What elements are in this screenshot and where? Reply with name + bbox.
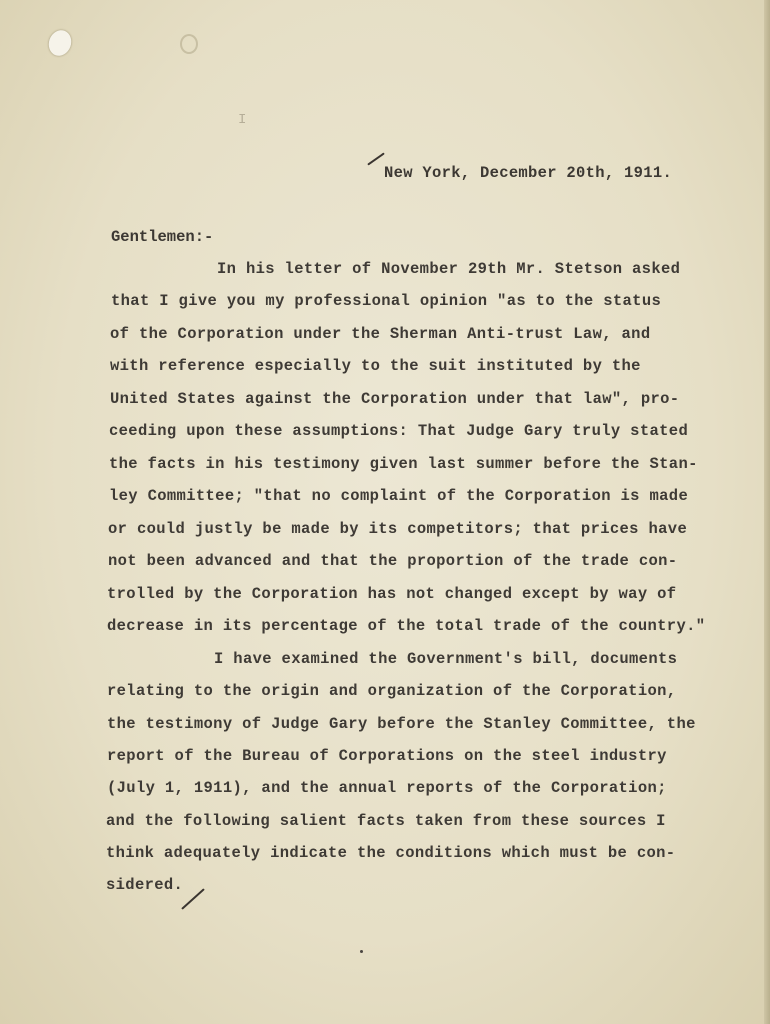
body-line: United States against the Corporation under that law", pro- [110, 390, 680, 408]
body-line: relating to the origin and organization of the Corporation, [107, 682, 677, 700]
letter-date: New York, December 20th, 1911. [384, 164, 673, 182]
body-line: not been advanced and that the proportion of the trade con- [108, 552, 678, 570]
body-line: that I give you my professional opinion "as to the status [111, 292, 662, 310]
body-line: trolled by the Corporation has not changed except by way of [107, 585, 677, 603]
salutation: Gentlemen:- [111, 228, 214, 246]
body-line: In his letter of November 29th Mr. Stetson asked [217, 260, 681, 278]
punch-hole [45, 27, 75, 59]
body-line: report of the Bureau of Corporations on the steel industry [107, 747, 667, 765]
body-line: and the following salient facts taken from these sources I [106, 812, 666, 830]
faint-pencil-mark: I [238, 112, 247, 128]
paper-edge [764, 0, 770, 1024]
ink-dot [360, 950, 363, 953]
punch-mark [180, 34, 198, 54]
body-line: ceeding upon these assumptions: That Judge Gary truly stated [109, 422, 689, 440]
body-line: sidered. [106, 876, 184, 894]
body-line: I have examined the Government's bill, documents [214, 650, 678, 668]
body-line: think adequately indicate the conditions which must be con- [106, 844, 676, 862]
check-mark [367, 152, 385, 165]
body-line: or could justly be made by its competitors; that prices have [108, 520, 688, 538]
check-mark [181, 888, 205, 910]
body-line: with reference especially to the suit instituted by the [110, 357, 641, 375]
body-line: decrease in its percentage of the total trade of the country." [107, 617, 706, 635]
body-line: ley Committee; "that no complaint of the Corporation is made [109, 487, 689, 505]
body-line: the facts in his testimony given last summer before the Stan- [109, 455, 698, 473]
body-line: of the Corporation under the Sherman Anti-trust Law, and [110, 325, 651, 343]
body-line: the testimony of Judge Gary before the Stanley Committee, the [107, 715, 696, 733]
body-line: (July 1, 1911), and the annual reports of the Corporation; [107, 779, 667, 797]
